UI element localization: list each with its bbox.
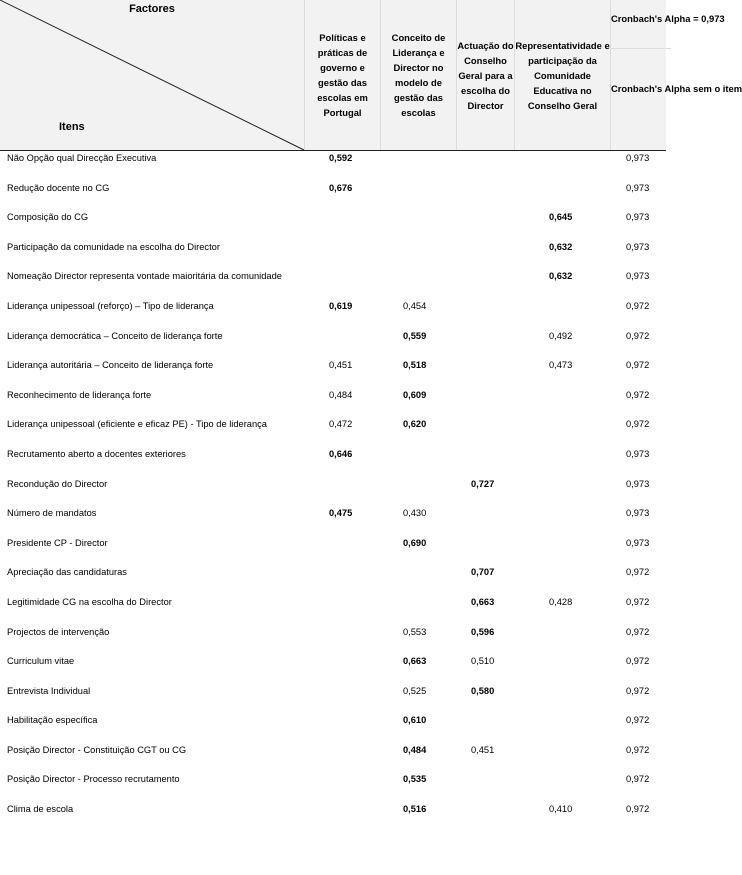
table-row [0, 772, 666, 802]
table-row [0, 565, 666, 595]
alpha-cell: 0,972 [626, 360, 650, 371]
factor-2-cell: 0,430 [403, 508, 427, 519]
factor-2-cell: 0,663 [403, 656, 427, 667]
factor-3-cell: 0,727 [471, 478, 495, 489]
item-cell: Posição Director - Constituição CGT ou CG [7, 744, 187, 755]
factor-4-cell: 0,492 [549, 330, 573, 341]
table-row [0, 329, 666, 359]
item-cell: Clima de escola [7, 804, 74, 815]
header-factor-2-label: Conceito de Liderança e Director no modelo de gestão das escolas [391, 32, 446, 118]
item-cell: Projectos de intervenção [7, 626, 110, 637]
item-cell: Recrutamento aberto a docentes exteriores [7, 448, 186, 459]
factor-1-cell: 0,484 [329, 389, 353, 400]
alpha-cell: 0,973 [626, 212, 650, 223]
item-cell: Reconhecimento de liderança forte [7, 389, 152, 400]
factor-2-cell: 0,553 [403, 626, 427, 637]
table-row [0, 713, 666, 743]
table-header [0, 0, 742, 151]
factor-1-cell: 0,472 [329, 419, 353, 430]
table-row [0, 625, 666, 655]
factor-2-cell: 0,518 [403, 360, 427, 371]
alpha-cell: 0,973 [626, 537, 650, 548]
item-cell: Legitimidade CG na escolha do Director [7, 596, 172, 607]
factor-3-cell: 0,451 [471, 744, 495, 755]
factor-2-cell: 0,559 [403, 330, 427, 341]
item-cell: Entrevista Individual [7, 685, 91, 696]
factor-2-cell: 0,690 [403, 537, 427, 548]
header-alpha-divider [611, 48, 671, 49]
alpha-cell: 0,973 [626, 153, 650, 163]
factor-3-cell: 0,707 [471, 567, 495, 578]
alpha-cell: 0,972 [626, 300, 650, 311]
alpha-cell: 0,973 [626, 241, 650, 252]
item-cell: Habilitação específica [7, 715, 98, 726]
diagonal-divider [0, 0, 304, 150]
item-cell: Nomeação Director representa vontade maioritária da comunidade [7, 271, 282, 282]
header-alpha-total: Cronbach's Alpha = 0,973 [611, 13, 725, 24]
header-factor-1-label: Políticas e práticas de governo e gestão das escolas em Portugal [317, 32, 368, 118]
factor-2-cell: 0,454 [403, 300, 427, 311]
factor-2-cell: 0,620 [403, 419, 427, 430]
header-factor-4-label: Representatividade e participação da Comunidade Educativa no Conselho Geral [515, 39, 610, 111]
alpha-cell: 0,972 [626, 389, 650, 400]
item-cell: Apreciação das candidaturas [7, 567, 127, 578]
factor-2-cell: 0,484 [403, 744, 427, 755]
alpha-cell: 0,973 [626, 478, 650, 489]
header-factores: Factores [129, 3, 175, 15]
item-cell: Liderança autoritária – Conceito de liderança forte [7, 360, 214, 371]
header-itens: Itens [59, 121, 85, 133]
item-cell: Liderança unipessoal (eficiente e eficaz PE) - Tipo de liderança [7, 419, 267, 430]
table-row [0, 299, 666, 329]
item-cell: Composição do CG [7, 212, 89, 223]
alpha-cell: 0,972 [626, 567, 650, 578]
factor-3-cell: 0,510 [471, 656, 495, 667]
table-row [0, 684, 666, 714]
item-cell: Redução docente no CG [7, 182, 110, 193]
alpha-cell: 0,973 [626, 508, 650, 519]
factor-2-cell: 0,610 [403, 715, 427, 726]
header-factor-2 [380, 0, 456, 150]
factor-2-cell: 0,609 [403, 389, 427, 400]
table-row [0, 447, 666, 477]
factor-1-cell: 0,592 [329, 153, 353, 163]
alpha-cell: 0,972 [626, 419, 650, 430]
factor-1-cell: 0,646 [329, 448, 353, 459]
alpha-cell: 0,972 [626, 774, 650, 785]
factor-4-cell: 0,428 [549, 596, 573, 607]
table-row [0, 743, 666, 773]
table-row [0, 506, 666, 536]
table-row [0, 210, 666, 240]
header-factor-4 [514, 0, 610, 150]
factor-4-cell: 0,632 [549, 271, 573, 282]
factor-4-cell: 0,410 [549, 804, 573, 815]
header-alpha-item: Cronbach's Alpha sem o item [611, 83, 742, 94]
alpha-cell: 0,972 [626, 656, 650, 667]
alpha-cell: 0,972 [626, 715, 650, 726]
item-cell: Número de mandatos [7, 508, 97, 519]
table-row [0, 269, 666, 299]
item-cell: Liderança unipessoal (reforço) – Tipo de liderança [7, 300, 214, 311]
table-row [0, 181, 666, 211]
factor-2-cell: 0,535 [403, 774, 427, 785]
alpha-cell: 0,973 [626, 271, 650, 282]
header-factor-3 [456, 0, 514, 150]
header-factor-3-label: Actuação do Conselho Geral para a escolha do Director [457, 39, 514, 111]
table-body [0, 151, 666, 832]
item-cell: Recondução do Director [7, 478, 108, 489]
alpha-cell: 0,973 [626, 182, 650, 193]
factor-3-cell: 0,580 [471, 685, 495, 696]
table-row [0, 358, 666, 388]
alpha-cell: 0,972 [626, 330, 650, 341]
factor-3-cell: 0,596 [471, 626, 495, 637]
item-cell: Participação da comunidade na escolha do Director [7, 241, 220, 252]
item-cell: Liderança democrática – Conceito de liderança forte [7, 330, 223, 341]
factor-1-cell: 0,475 [329, 508, 353, 519]
table-row [0, 802, 666, 832]
alpha-cell: 0,972 [626, 804, 650, 815]
item-cell: Posição Director - Processo recrutamento [7, 774, 180, 785]
header-factor-1 [304, 0, 380, 150]
factor-4-cell: 0,645 [549, 212, 573, 223]
factor-2-cell: 0,525 [403, 685, 427, 696]
factor-3-cell: 0,663 [471, 596, 495, 607]
table-row [0, 417, 666, 447]
table-row [0, 388, 666, 418]
alpha-cell: 0,972 [626, 685, 650, 696]
factor-4-cell: 0,632 [549, 241, 573, 252]
table-row [0, 595, 666, 625]
table-row [0, 240, 666, 270]
factor-1-cell: 0,619 [329, 300, 353, 311]
table-row [0, 536, 666, 566]
alpha-cell: 0,972 [626, 596, 650, 607]
header-alpha [610, 0, 742, 150]
alpha-cell: 0,972 [626, 626, 650, 637]
item-cell: Curriculum vitae [7, 656, 75, 667]
alpha-cell: 0,972 [626, 744, 650, 755]
table-row [0, 654, 666, 684]
factor-1-cell: 0,451 [329, 360, 353, 371]
alpha-cell: 0,973 [626, 448, 650, 459]
item-cell: Não Opção qual Direcção Executiva [7, 153, 157, 163]
table-row [0, 477, 666, 507]
factor-2-cell: 0,516 [403, 804, 427, 815]
factor-1-cell: 0,676 [329, 182, 353, 193]
item-cell: Presidente CP - Director [7, 537, 108, 548]
table-row [0, 151, 666, 181]
factor-4-cell: 0,473 [549, 360, 573, 371]
